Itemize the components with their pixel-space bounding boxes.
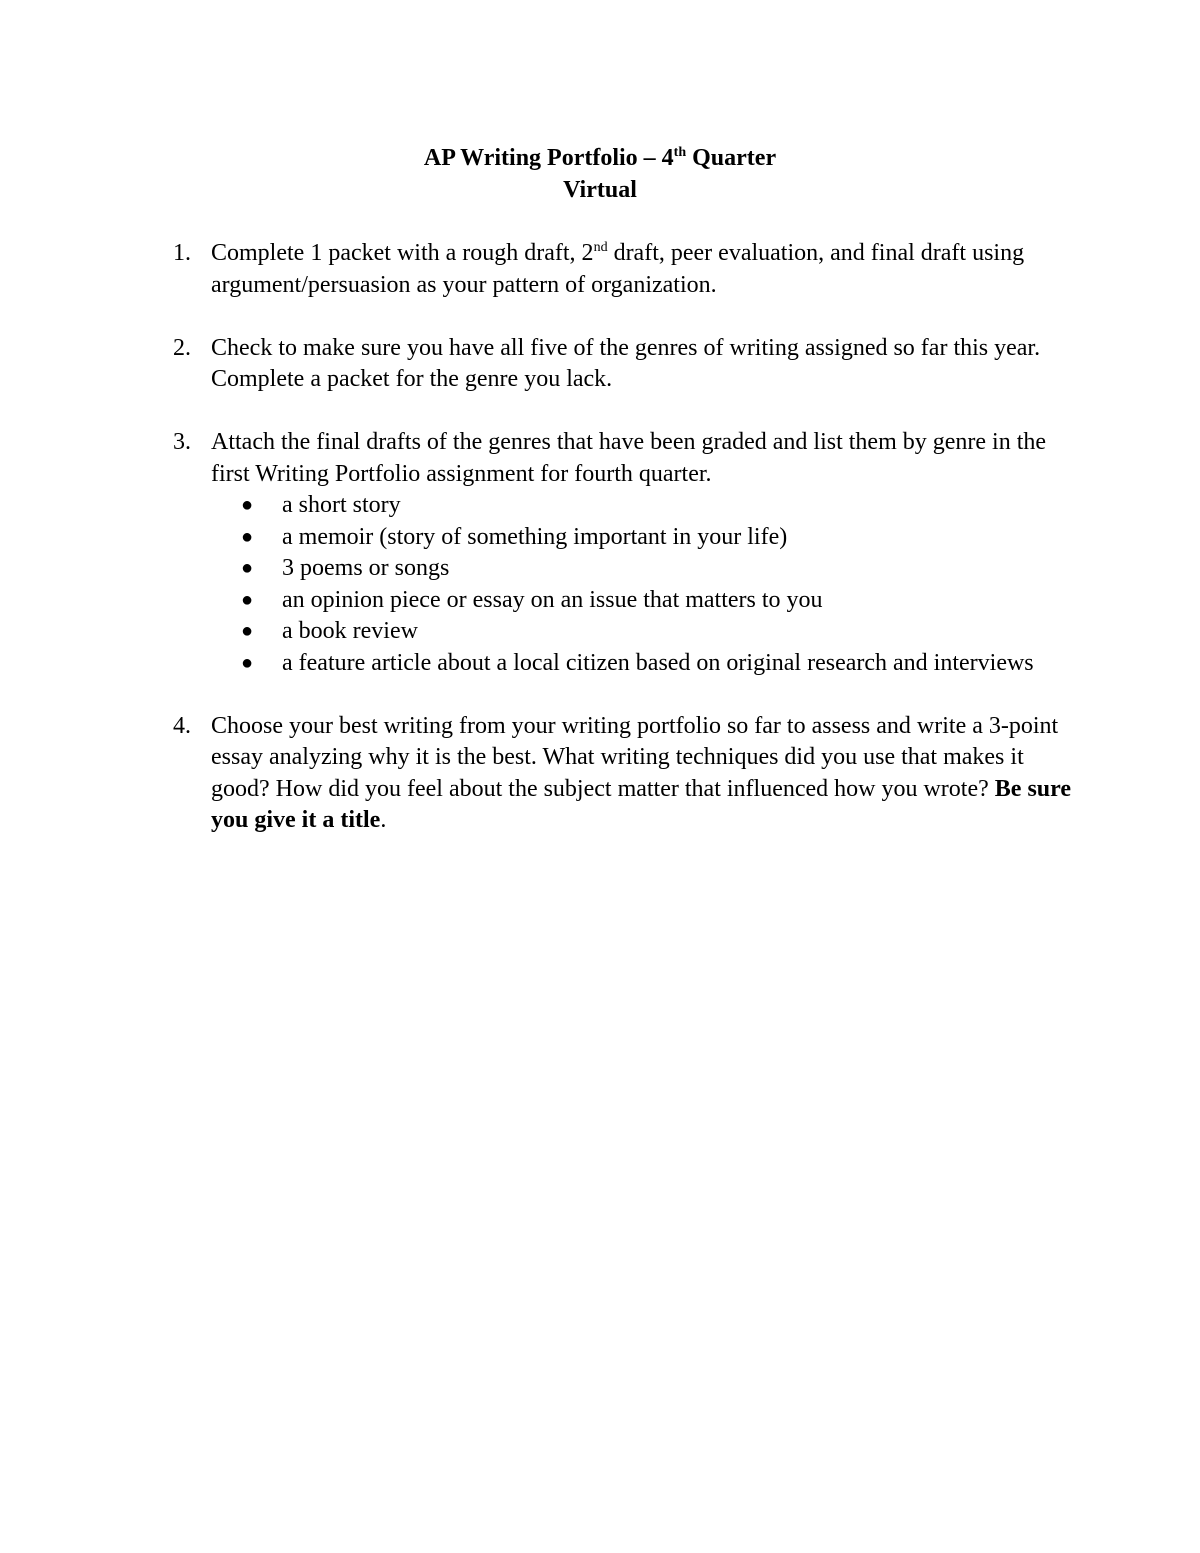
bullet-icon: ● — [241, 494, 254, 516]
item-number: 1. — [173, 240, 191, 266]
item-text: Choose your best writing from your writing portfolio so far to assess and write a 3-point essay analyzing why it is the best. What writing techniques did you use that makes it good? How did you feel about the subject matter that influenced how you wrote? Be sure you give it a title. — [211, 712, 1071, 833]
document-header — [0, 142, 1200, 206]
item-number: 4. — [173, 712, 191, 739]
bullet-icon: ● — [241, 651, 254, 674]
bullet-icon: ● — [241, 525, 254, 548]
genre-item: ● a short story — [211, 490, 1073, 522]
list-item-3 — [173, 427, 1073, 679]
item-number: 3. — [173, 429, 191, 455]
bullet-icon: ● — [241, 588, 254, 611]
genre-item: ● 3 poems or songs — [211, 553, 1073, 585]
bullet-icon: ● — [241, 557, 254, 579]
list-item-2 — [173, 333, 1073, 396]
item-text: Check to make sure you have all five of the genres of writing assigned so far this year. Complete a packet for the genre you lack. — [211, 334, 1041, 392]
genre-list — [211, 490, 1073, 679]
emphasis-text: Be sure you give it a title — [211, 775, 1071, 833]
list-item-4 — [173, 711, 1073, 837]
instruction-list — [173, 238, 1073, 868]
genre-item: ● an opinion piece or essay on an issue that matters to you — [211, 585, 1073, 617]
page-subtitle: Virtual — [563, 177, 637, 203]
item-number: 2. — [173, 334, 191, 361]
bullet-icon: ● — [241, 620, 254, 642]
item-text: Complete 1 packet with a rough draft, 2nd draft, peer evaluation, and final draft using argument/persuasion as your pattern of organization. — [211, 240, 1025, 298]
genre-item: ● a feature article about a local citizen based on original research and interviews — [211, 648, 1073, 680]
page-title: AP Writing Portfolio – 4th Quarter — [423, 145, 777, 171]
genre-item: ● a book review — [211, 616, 1073, 648]
genre-item: ● a memoir (story of something important in your life) — [211, 522, 1073, 554]
list-item-1 — [173, 238, 1073, 301]
item-text: Attach the final drafts of the genres that have been graded and list them by genre in the first Writing Portfolio assignment for fourth quarter. — [211, 429, 1047, 487]
